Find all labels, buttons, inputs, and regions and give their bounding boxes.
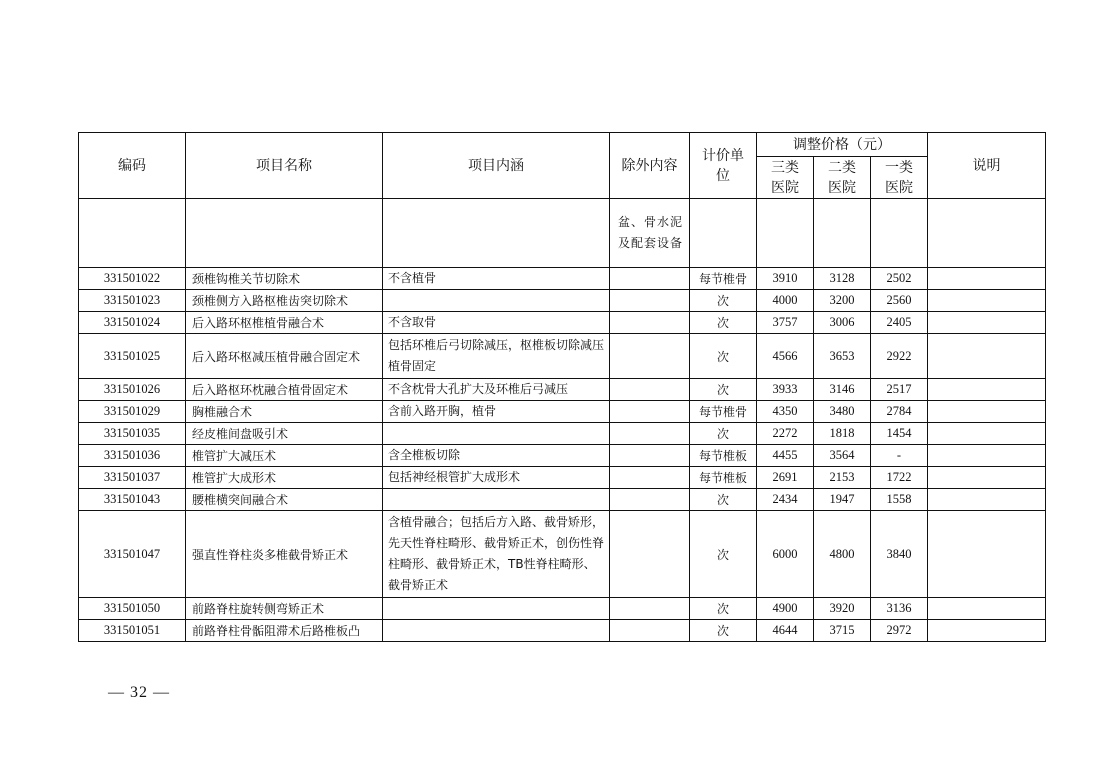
cell-unit: 次 <box>690 312 757 334</box>
cell-note <box>928 401 1046 423</box>
cell-note <box>928 511 1046 598</box>
cell-note <box>928 445 1046 467</box>
cell-price-class3: 4644 <box>757 620 814 642</box>
cell-price-class2: 3200 <box>814 290 871 312</box>
table-row <box>79 598 1046 620</box>
cell-exclusion <box>610 445 690 467</box>
cell-price-class2: 3564 <box>814 445 871 467</box>
cell-content <box>383 489 610 511</box>
header-class2: 二类医院 <box>814 157 871 199</box>
cell-exclusion <box>610 598 690 620</box>
table-row <box>79 511 1046 598</box>
cell-content: 包括环椎后弓切除减压，枢椎板切除减压植骨固定 <box>383 334 610 379</box>
cell-price-class1: 2972 <box>871 620 928 642</box>
cell-exclusion <box>610 511 690 598</box>
cell-name: 腰椎横突间融合术 <box>186 489 383 511</box>
cell-price-class2: 1818 <box>814 423 871 445</box>
cell-price-class1: 1454 <box>871 423 928 445</box>
header-exclusion: 除外内容 <box>610 133 690 199</box>
cell-price-class3: 4566 <box>757 334 814 379</box>
cell-exclusion <box>610 423 690 445</box>
cell-code: 331501043 <box>79 489 186 511</box>
cell-content: 不含枕骨大孔扩大及环椎后弓减压 <box>383 379 610 401</box>
cell-price-class3: 3933 <box>757 379 814 401</box>
cell-price-class2: 3480 <box>814 401 871 423</box>
cell-unit: 次 <box>690 598 757 620</box>
cell-price-class3: 3757 <box>757 312 814 334</box>
table-row <box>79 268 1046 290</box>
cell-price-class2: 3653 <box>814 334 871 379</box>
cell-content <box>383 598 610 620</box>
cell-note <box>928 312 1046 334</box>
cell-price-class1: 2922 <box>871 334 928 379</box>
table-row <box>79 312 1046 334</box>
cell-price-class1: 2502 <box>871 268 928 290</box>
cell-price-class3: 4900 <box>757 598 814 620</box>
continuation-exclusion: 盆、骨水泥及配套设备 <box>610 199 690 268</box>
cell-name: 椎管扩大减压术 <box>186 445 383 467</box>
cell-price-class2: 4800 <box>814 511 871 598</box>
cell-name: 颈椎钩椎关节切除术 <box>186 268 383 290</box>
cell-price-class1: 3840 <box>871 511 928 598</box>
page-number: — 32 — <box>108 684 170 701</box>
cell-name: 前路脊柱旋转侧弯矫正术 <box>186 598 383 620</box>
cell-content <box>383 423 610 445</box>
cell-exclusion <box>610 268 690 290</box>
cell-price-class3: 4350 <box>757 401 814 423</box>
cell-note <box>928 334 1046 379</box>
cell-name: 后入路枢环枕融合植骨固定术 <box>186 379 383 401</box>
cell-name: 颈椎侧方入路枢椎齿突切除术 <box>186 290 383 312</box>
cell-unit: 每节椎板 <box>690 445 757 467</box>
cell-exclusion <box>610 312 690 334</box>
cell-content: 不含取骨 <box>383 312 610 334</box>
table-row <box>79 423 1046 445</box>
cell-note <box>928 379 1046 401</box>
cell-price-class1: 1722 <box>871 467 928 489</box>
cell-code: 331501050 <box>79 598 186 620</box>
cell-exclusion <box>610 334 690 379</box>
cell-name: 后入路环枢椎植骨融合术 <box>186 312 383 334</box>
cell-price-class3: 6000 <box>757 511 814 598</box>
cell-price-class1: 1558 <box>871 489 928 511</box>
cell-name: 胸椎融合术 <box>186 401 383 423</box>
cell-note <box>928 290 1046 312</box>
cell-content: 包括神经根管扩大成形术 <box>383 467 610 489</box>
cell-code: 331501024 <box>79 312 186 334</box>
cell-code: 331501029 <box>79 401 186 423</box>
cell-price-class2: 3128 <box>814 268 871 290</box>
header-class1: 一类医院 <box>871 157 928 199</box>
cell-name: 前路脊柱骨骺阻滞术后路椎板凸 <box>186 620 383 642</box>
table-row <box>79 467 1046 489</box>
cell-code: 331501025 <box>79 334 186 379</box>
cell-price-class3: 2691 <box>757 467 814 489</box>
header-name: 项目名称 <box>186 133 383 199</box>
header-content: 项目内涵 <box>383 133 610 199</box>
cell-code: 331501036 <box>79 445 186 467</box>
table-row <box>79 379 1046 401</box>
table-row <box>79 445 1046 467</box>
cell-code: 331501047 <box>79 511 186 598</box>
cell-note <box>928 598 1046 620</box>
cell-code: 331501037 <box>79 467 186 489</box>
cell-price-class3: 4455 <box>757 445 814 467</box>
cell-name: 后入路环枢减压植骨融合固定术 <box>186 334 383 379</box>
header-code: 编码 <box>79 133 186 199</box>
cell-unit: 每节椎板 <box>690 467 757 489</box>
cell-price-class1: 2560 <box>871 290 928 312</box>
cell-unit: 次 <box>690 620 757 642</box>
cell-code: 331501026 <box>79 379 186 401</box>
table-row <box>79 401 1046 423</box>
table-row <box>79 290 1046 312</box>
cell-name: 经皮椎间盘吸引术 <box>186 423 383 445</box>
cell-price-class2: 3146 <box>814 379 871 401</box>
cell-unit: 次 <box>690 290 757 312</box>
cell-content: 不含植骨 <box>383 268 610 290</box>
cell-name: 强直性脊柱炎多椎截骨矫正术 <box>186 511 383 598</box>
table-row <box>79 620 1046 642</box>
price-table <box>78 132 1046 642</box>
header-unit: 计价单位 <box>690 133 757 199</box>
cell-unit: 次 <box>690 423 757 445</box>
cell-exclusion <box>610 290 690 312</box>
cell-unit: 每节椎骨 <box>690 268 757 290</box>
cell-code: 331501023 <box>79 290 186 312</box>
cell-exclusion <box>610 489 690 511</box>
table-row <box>79 489 1046 511</box>
cell-exclusion <box>610 620 690 642</box>
cell-content: 含植骨融合；包括后方入路、截骨矫形，先天性脊柱畸形、截骨矫正术，创伤性脊柱畸形、截骨矫正术，TB性脊柱畸形、截骨矫正术 <box>383 511 610 598</box>
cell-note <box>928 620 1046 642</box>
cell-price-class3: 4000 <box>757 290 814 312</box>
header-price-group: 调整价格（元） <box>757 133 928 157</box>
cell-price-class1: 2517 <box>871 379 928 401</box>
cell-price-class2: 2153 <box>814 467 871 489</box>
cell-exclusion <box>610 379 690 401</box>
cell-exclusion <box>610 401 690 423</box>
cell-unit: 次 <box>690 379 757 401</box>
cell-content <box>383 290 610 312</box>
cell-note <box>928 489 1046 511</box>
cell-note <box>928 268 1046 290</box>
cell-price-class1: 2405 <box>871 312 928 334</box>
continuation-row <box>79 199 1046 268</box>
cell-unit: 次 <box>690 489 757 511</box>
cell-price-class1: 3136 <box>871 598 928 620</box>
cell-name: 椎管扩大成形术 <box>186 467 383 489</box>
table-row <box>79 334 1046 379</box>
cell-unit: 次 <box>690 511 757 598</box>
cell-price-class3: 2434 <box>757 489 814 511</box>
cell-price-class2: 1947 <box>814 489 871 511</box>
cell-content: 含全椎板切除 <box>383 445 610 467</box>
cell-code: 331501051 <box>79 620 186 642</box>
cell-note <box>928 467 1046 489</box>
cell-price-class1: - <box>871 445 928 467</box>
cell-price-class2: 3715 <box>814 620 871 642</box>
cell-note <box>928 423 1046 445</box>
header-note: 说明 <box>928 133 1046 199</box>
cell-content: 含前入路开胸，植骨 <box>383 401 610 423</box>
cell-unit: 每节椎骨 <box>690 401 757 423</box>
header-class3: 三类医院 <box>757 157 814 199</box>
cell-price-class2: 3920 <box>814 598 871 620</box>
cell-price-class3: 3910 <box>757 268 814 290</box>
cell-price-class3: 2272 <box>757 423 814 445</box>
cell-code: 331501022 <box>79 268 186 290</box>
cell-code: 331501035 <box>79 423 186 445</box>
cell-price-class1: 2784 <box>871 401 928 423</box>
cell-price-class2: 3006 <box>814 312 871 334</box>
cell-content <box>383 620 610 642</box>
cell-exclusion <box>610 467 690 489</box>
cell-unit: 次 <box>690 334 757 379</box>
